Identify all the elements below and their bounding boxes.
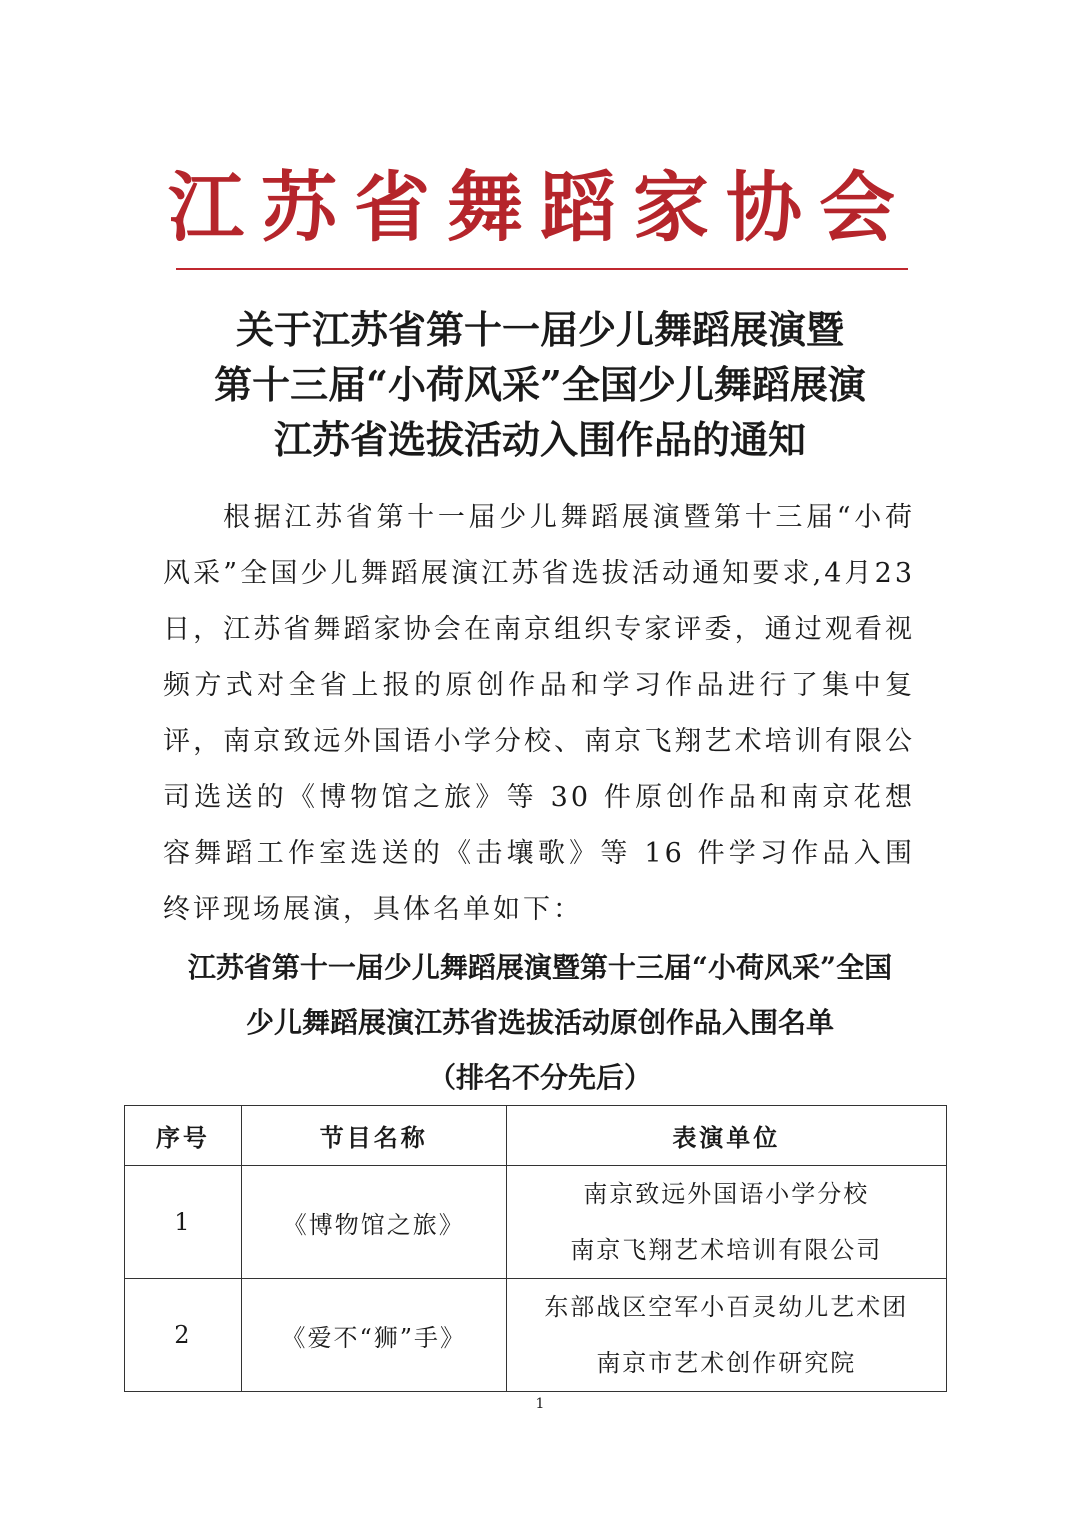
- unit-line: 南京市艺术创作研究院: [596, 1349, 857, 1377]
- performing-unit: [506, 1279, 946, 1392]
- body-paragraph: 根据江苏省第十一届少儿舞蹈展演暨第十三届“小荷风采”全国少儿舞蹈展演江苏省选拔活动通知要求,4月23日，江苏省舞蹈家协会在南京组织专家评委，通过观看视频方式对全省上报的原创作品和学习作品进行了集中复评，南京致远外国语小学分校、南京飞翔艺术培训有限公司选送的《博物馆之旅》等 30 件原创作品和南京花想容舞蹈工作室选送的《击壤歌》等 16 件学习作品入围终评现场展演，具体名单如下：: [163, 502, 915, 925]
- page-number: 1: [535, 1396, 545, 1412]
- table-row: [125, 1279, 947, 1392]
- list-title-line: 江苏省第十一届少儿舞蹈展演暨第十三届“小荷风采”全国: [187, 951, 893, 984]
- document-title: [0, 302, 1080, 467]
- title-line: 第十三届“小荷风采”全国少儿舞蹈展演: [214, 362, 866, 407]
- row-number: 2: [125, 1279, 242, 1392]
- program-name: 《博物馆之旅》: [241, 1166, 506, 1279]
- list-note: （排名不分先后）: [427, 1061, 652, 1094]
- unit-line: 东部战区空军小百灵幼儿艺术团: [544, 1293, 909, 1321]
- header-number: 序号: [125, 1106, 242, 1166]
- row-number: 1: [125, 1166, 242, 1279]
- header-program-name: 节目名称: [241, 1106, 506, 1166]
- list-title: [140, 940, 940, 1105]
- performing-unit: [506, 1166, 946, 1279]
- unit-line: 南京飞翔艺术培训有限公司: [570, 1236, 883, 1264]
- title-line: 关于江苏省第十一届少儿舞蹈展演暨: [235, 307, 844, 352]
- program-name: 《爱不“狮”手》: [241, 1279, 506, 1392]
- header-performing-unit: 表演单位: [506, 1106, 946, 1166]
- org-header: 江苏省舞蹈家协会: [168, 163, 912, 252]
- unit-line: 南京致远外国语小学分校: [583, 1180, 870, 1208]
- header-divider: [176, 268, 908, 270]
- list-title-line: 少儿舞蹈展演江苏省选拔活动原创作品入围名单: [245, 1006, 834, 1039]
- nominee-table: [124, 1105, 947, 1392]
- table-row: [125, 1166, 947, 1279]
- title-line: 江苏省选拔活动入围作品的通知: [273, 417, 806, 462]
- table-header-row: [125, 1106, 947, 1166]
